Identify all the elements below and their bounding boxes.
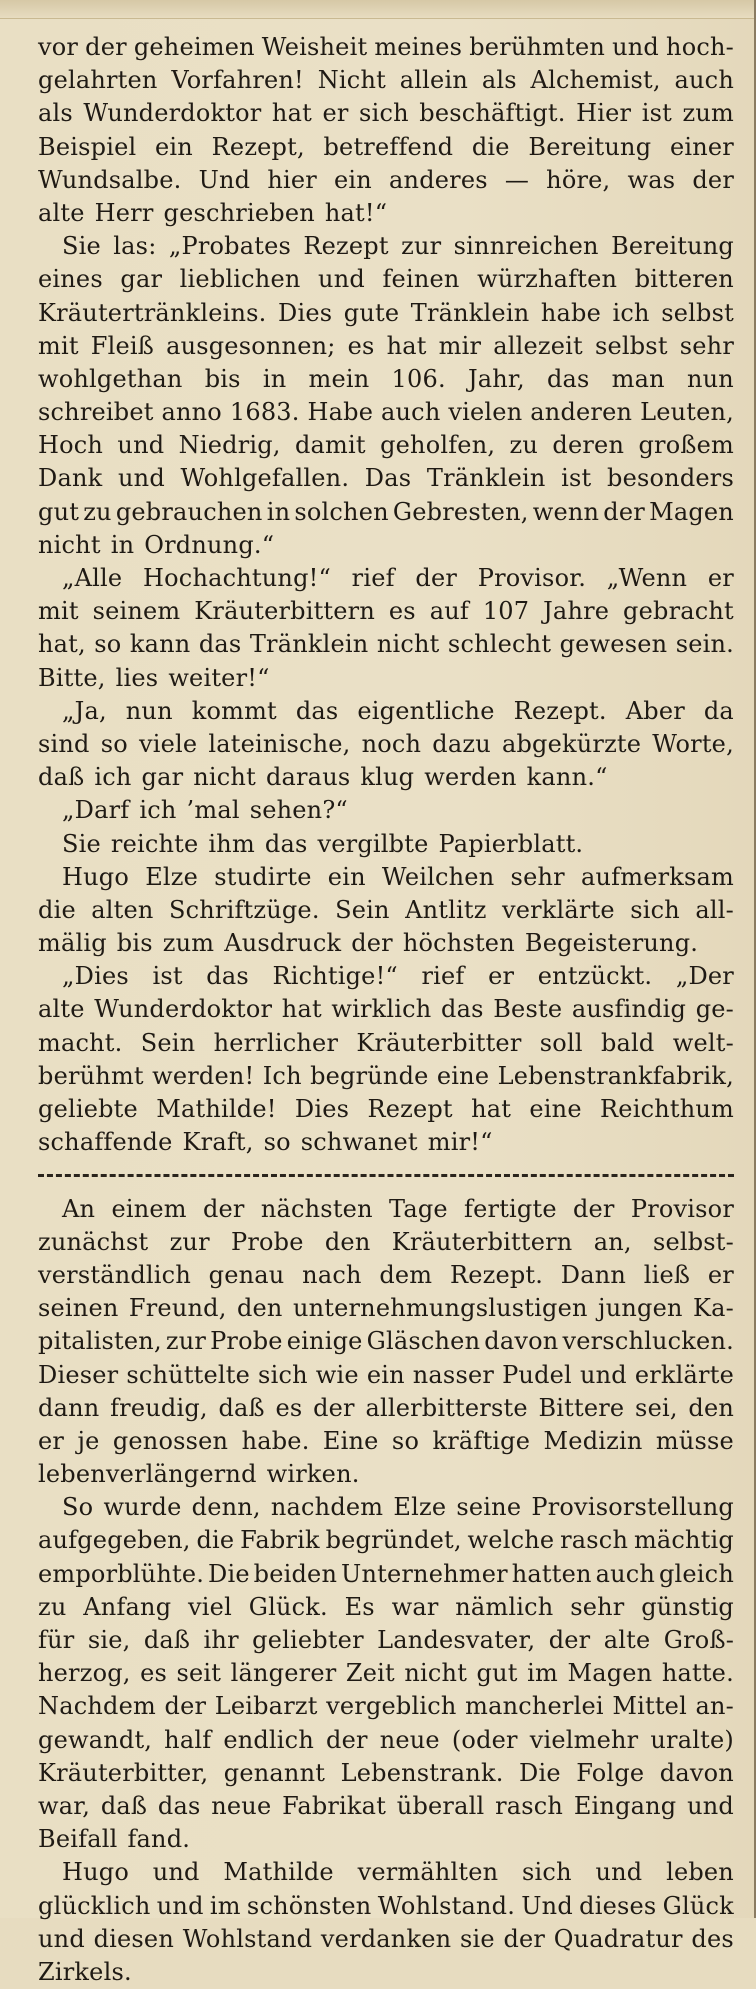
paragraph	[38, 1856, 734, 1989]
text-line: Bitte, lies weiter!“	[38, 663, 270, 692]
section-divider	[38, 1159, 734, 1192]
paragraph	[38, 31, 734, 230]
paragraph	[38, 230, 734, 562]
text-line: als Wunderdoktor hat er sich beschäftigt. Hier ist zum	[38, 99, 734, 128]
text-line: lebenverlängernd wirken.	[38, 1460, 360, 1489]
text-line: Zirkels.	[38, 1957, 132, 1986]
text-line: gewandt, half endlich der neue (oder vielmehr uralte)	[38, 1725, 734, 1754]
text-line: vor der geheimen Weisheit meines berühmten und hoch-	[38, 33, 734, 61]
paragraph	[38, 960, 734, 1159]
paragraph	[38, 1193, 734, 1492]
text-line: seinen Freund, den unternehmungslustigen jungen Ka-	[38, 1294, 734, 1323]
text-line: er je genossen habe. Eine so kräftige Medizin müsse	[38, 1426, 734, 1455]
paragraph	[38, 828, 734, 861]
text-line: die alten Schriftzüge. Sein Antlitz verklärte sich all-	[38, 895, 734, 924]
text-line: daß ich gar nicht daraus klug werden kann.“	[38, 763, 608, 792]
text-line: Sie reichte ihm das vergilbte Papierblatt.	[62, 829, 584, 858]
paragraph	[38, 1491, 734, 1856]
text-line: gelahrten Vorfahren! Nicht allein als Alchemist, auch	[38, 66, 734, 95]
text-line: Dieser schüttelte sich wie ein nasser Pudel und erklärte	[38, 1360, 734, 1389]
text-line: „Dies ist das Richtige!“ rief er entzückt. „Der	[62, 962, 734, 991]
text-line: Wundsalbe. Und hier ein anderes — höre, was der	[38, 165, 734, 194]
text-line: war, daß das neue Fabrikat überall rasch Eingang und	[38, 1791, 734, 1820]
page-top-edge	[0, 0, 756, 19]
text-line: schreibet anno 1683. Habe auch vielen anderen Leuten,	[38, 398, 734, 427]
text-line: verständlich genau nach dem Rezept. Dann ließ er	[38, 1260, 734, 1289]
article-column	[38, 31, 734, 1989]
text-line: An einem der nächsten Tage fertigte der Provisor	[62, 1194, 734, 1223]
text-line: hat, so kann das Tränklein nicht schlecht gewesen sein.	[38, 630, 734, 659]
text-line: und diesen Wohlstand verdanken sie der Quadratur des	[38, 1924, 734, 1953]
text-line: zunächst zur Probe den Kräuterbittern an, selbst-	[38, 1227, 734, 1256]
text-line: Beispiel ein Rezept, betreffend die Bereitung einer	[38, 132, 734, 161]
text-line: mit Fleiß ausgesonnen; es hat mir allezeit selbst sehr	[38, 331, 734, 360]
text-line: alte Herr geschrieben hat!“	[38, 198, 388, 227]
text-line: berühmt werden! Ich begründe eine Lebenstrankfabrik,	[38, 1061, 734, 1090]
paragraph	[38, 861, 734, 961]
text-line: emporblühte. Die beiden Unternehmer hatten auch gleich	[38, 1559, 734, 1588]
text-line: Sie las: „Probates Rezept zur sinnreichen Bereitung	[62, 232, 734, 261]
text-line: aufgegeben, die Fabrik begründet, welche rasch mächtig	[38, 1526, 734, 1555]
text-line: pitalisten, zur Probe einige Gläschen davon verschlucken.	[38, 1327, 734, 1356]
text-line: macht. Sein herrlicher Kräuterbitter soll bald welt-	[38, 1028, 734, 1057]
text-line: herzog, es seit längerer Zeit nicht gut im Magen hatte.	[38, 1659, 734, 1688]
text-line: für sie, daß ihr geliebter Landesvater, der alte Groß-	[38, 1626, 734, 1654]
text-line: sind so viele lateinische, noch dazu abgekürzte Worte,	[38, 729, 734, 758]
text-line: So wurde denn, nachdem Elze seine Provisorstellung	[62, 1493, 734, 1522]
paragraph	[38, 695, 734, 795]
text-line: alte Wunderdoktor hat wirklich das Beste ausfindig ge-	[38, 995, 734, 1024]
text-line: wohlgethan bis in mein 106. Jahr, das man nun	[38, 364, 734, 393]
text-line: Nachdem der Leibarzt vergeblich mancherlei Mittel an-	[38, 1692, 734, 1721]
text-line: Beifall fand.	[38, 1825, 191, 1854]
text-line: eines gar lieblichen und feinen würzhaften bitteren	[38, 265, 734, 294]
text-line: „Darf ich ’mal sehen?“	[62, 796, 348, 825]
text-line: geliebte Mathilde! Dies Rezept hat eine Reichthum	[38, 1095, 734, 1123]
text-line: schaffende Kraft, so schwanet mir!“	[38, 1128, 493, 1157]
text-line: mit seinem Kräuterbittern es auf 107 Jahre gebracht	[38, 597, 734, 626]
text-line: nicht in Ordnung.“	[38, 530, 275, 559]
text-line: „Alle Hochachtung!“ rief der Provisor. „Wenn er	[62, 564, 734, 592]
paragraph	[38, 794, 734, 827]
paragraph	[38, 562, 734, 695]
text-line: glücklich und im schönsten Wohlstand. Und dieses Glück	[38, 1891, 734, 1920]
text-line: Kräutertränkleins. Dies gute Tränklein habe ich selbst	[38, 298, 734, 327]
text-line: Hoch und Niedrig, damit geholfen, zu deren großem	[38, 431, 734, 460]
text-line: gut zu gebrauchen in solchen Gebresten, wenn der Magen	[38, 497, 734, 526]
text-line: Hugo und Mathilde vermählten sich und leben	[62, 1858, 734, 1887]
text-line: Dank und Wohlgefallen. Das Tränklein ist besonders	[38, 464, 734, 493]
text-line: Kräuterbitter, genannt Lebenstrank. Die Folge davon	[38, 1758, 734, 1787]
text-line: mälig bis zum Ausdruck der höchsten Begeisterung.	[38, 929, 699, 958]
text-line: Hugo Elze studirte ein Weilchen sehr aufmerksam	[62, 862, 734, 891]
text-line: „Ja, nun kommt das eigentliche Rezept. Aber da	[62, 696, 734, 725]
text-line: dann freudig, daß es der allerbitterste Bittere sei, den	[38, 1393, 734, 1422]
text-line: zu Anfang viel Glück. Es war nämlich sehr günstig	[38, 1592, 734, 1621]
